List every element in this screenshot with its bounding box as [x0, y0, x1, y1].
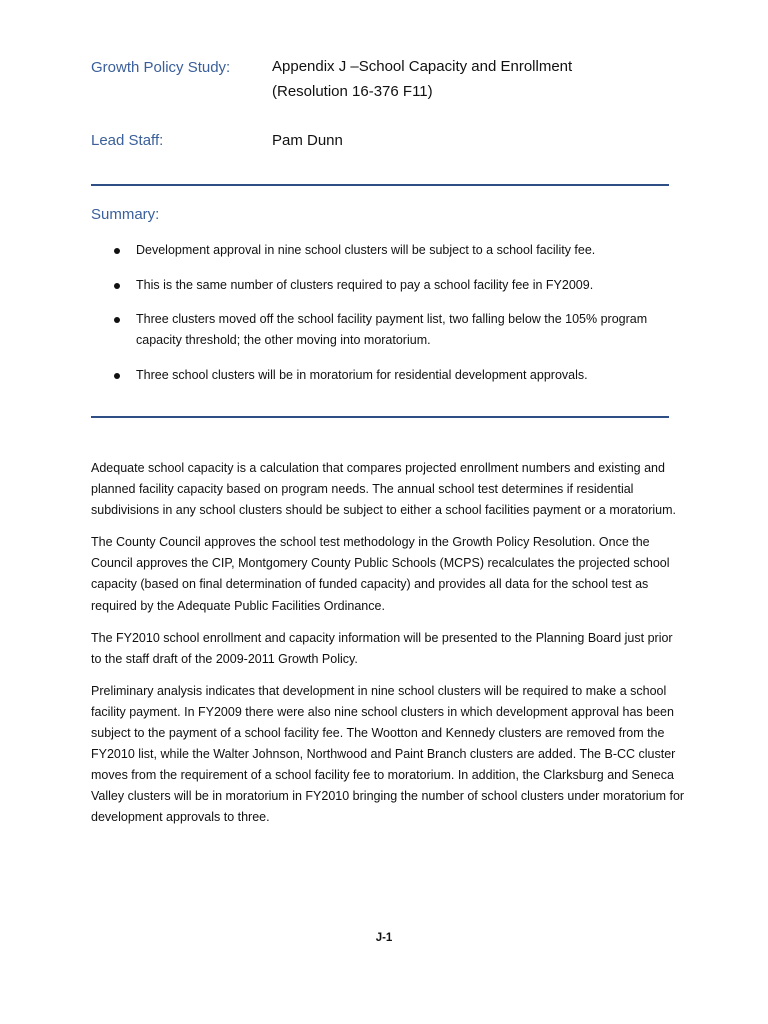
bullet-icon: [114, 283, 120, 289]
study-title-line1: Appendix J –School Capacity and Enrollment: [272, 58, 573, 75]
page-number: J-1: [375, 932, 393, 944]
bullet-icon: [114, 373, 120, 379]
study-label: Growth Policy Study:: [91, 59, 231, 76]
summary-item: [91, 275, 691, 296]
bullet-icon: [114, 248, 120, 254]
body-paragraph: Adequate school capacity is a calculation that compares projected enrollment numbers and existing and planned facility capacity based on program needs. The annual school test determines if residential subdivisions in any school clusters should be subject to either a school facilities payment or a moratorium.: [91, 461, 677, 518]
staff-name: Pam Dunn: [272, 132, 343, 149]
summary-item-text: This is the same number of clusters required to pay a school facility fee in FY2009.: [136, 277, 594, 292]
body-paragraph: The County Council approves the school test methodology in the Growth Policy Resolution. Once the Council approves the CIP, Montgomery County Public Schools (MCPS) recalculates the projected school capacity (based on final determination of funded capacity) and provides all data for the school test as required by the Adequate Public Facilities Ordinance.: [91, 535, 670, 613]
bullet-icon: [114, 317, 120, 323]
summary-item-text: Three clusters moved off the school facility payment list, two falling below the 105% program capacity threshold; the other moving into moratorium.: [136, 312, 648, 347]
study-title-line2: (Resolution 16-376 F11): [272, 83, 433, 100]
body-text: [91, 458, 685, 840]
body-paragraph: Preliminary analysis indicates that development in nine school clusters will be required to make a school facility payment. In FY2009 there were also nine school clusters in which development approval has been subject to the payment of a school facility fee. The Wootton and Kennedy clusters are removed from the FY2010 list, while the Walter Johnson, Northwood and Paint Branch clusters are added. The B-CC cluster moves from the requirement of a school facility fee to moratorium. In addition, the Clarksburg and Seneca Valley clusters will be in moratorium in FY2010 bringing the number of school clusters under moratorium for development approvals to three.: [91, 683, 685, 825]
summary-heading: Summary:: [91, 206, 160, 223]
summary-item-text: Three school clusters will be in moratorium for residential development approvals.: [136, 367, 588, 382]
summary-item: [91, 365, 691, 386]
body-paragraph: The FY2010 school enrollment and capacity information will be presented to the Planning Board just prior to the staff draft of the 2009-2011 Growth Policy.: [91, 630, 673, 666]
summary-item-text: Development approval in nine school clusters will be subject to a school facility fee.: [136, 243, 596, 257]
staff-label: Lead Staff:: [91, 132, 164, 149]
summary-item: [91, 240, 691, 261]
top-divider: [91, 184, 669, 186]
summary-item: [91, 309, 691, 351]
bottom-divider: [91, 416, 669, 418]
summary-list: [91, 240, 691, 399]
